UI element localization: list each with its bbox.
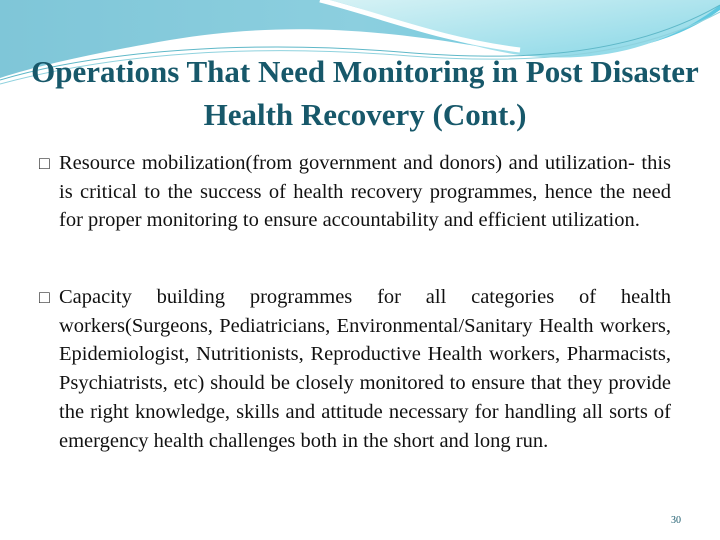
bullet-paragraph — [39, 149, 671, 235]
bullet-icon: □ — [39, 287, 50, 307]
bullet-paragraph — [39, 283, 671, 455]
paragraph-text: Resource mobilization(from government and donors) and utilization- this is critical to the success of health recovery programmes, hence the need for proper monitoring to ensure accountability and efficient utilization. — [59, 152, 671, 232]
slide-title: Operations That Need Monitoring in Post Disaster Health Recovery (Cont.) — [31, 54, 699, 132]
bullet-icon: □ — [39, 153, 50, 173]
paragraph-text: Capacity building programmes for all categories of health workers(Surgeons, Pediatricians, Environmental/Sanitary Health workers, Epidemiologist, Nutritionists, Reproductive Health workers, Pharmacists, Psychiatrists, etc) should be closely monitored to ensure that they provide the right knowledge, skills and attitude necessary for handling all sorts of emergency health challenges both in the short and long run. — [59, 286, 671, 452]
page-number: 30 — [671, 515, 681, 526]
